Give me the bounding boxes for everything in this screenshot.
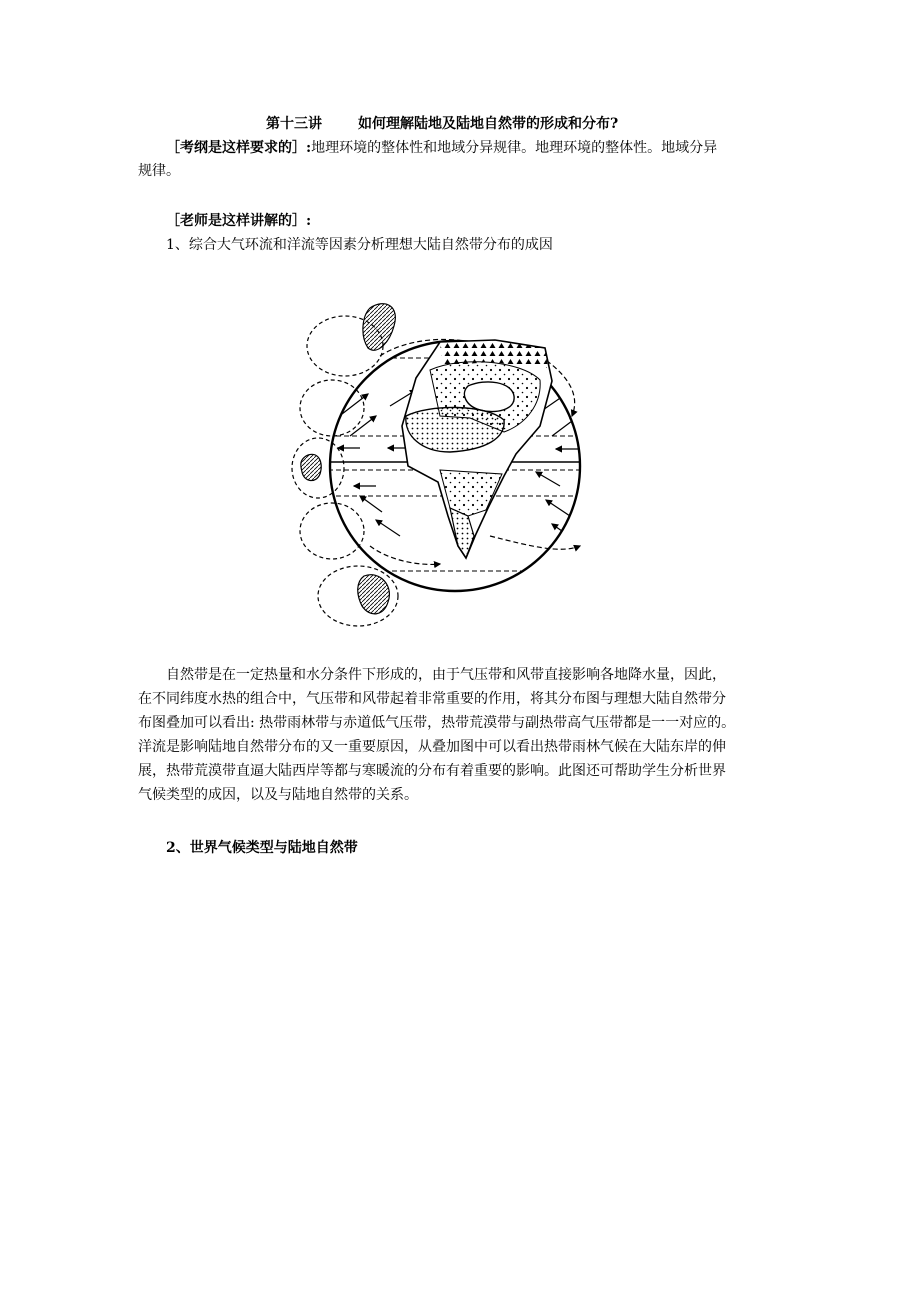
section-heading-2: 2、世界气候类型与陆地自然带 [166,840,358,856]
paragraph-1-line-1: 自然带是在一定热量和水分条件下形成的，由于气压带和风带直接影响各地降水量，因此， [166,667,726,683]
requirements-line-1 [166,137,717,159]
requirements-label: ［考纲是这样要求的］: [166,140,312,156]
page-title [266,113,618,135]
lecture-label: ［老师是这样讲解的］: [166,213,312,229]
requirements-text-1: 地理环境的整体性和地域分异规律。地理环境的整体性。地域分异 [311,140,718,156]
paragraph-1 [138,663,790,807]
lecture-title: 如何理解陆地及陆地自然带的形成和分布? [358,116,619,132]
paragraph-1-line-4: 洋流是影响陆地自然带分布的又一重要原因，从叠加图中可以看出热带雨林气候在大陆东岸的伸 [138,739,726,755]
continent [402,340,552,558]
lecture-number: 第十三讲 [266,116,322,132]
continent-diagram [290,286,630,646]
paragraph-1-line-3: 布图叠加可以看出: 热带雨林带与赤道低气压带，热带荒漠带与副热带高气压带都是一一对应的。 [138,715,736,731]
paragraph-1-line-5: 展，热带荒漠带直逼大陆西岸等都与寒暖流的分布有着重要的影响。此图还可帮助学生分析世界 [138,763,726,779]
paragraph-1-line-6: 气候类型的成因，以及与陆地自然带的关系。 [138,787,418,803]
paragraph-1-line-2: 在不同纬度水热的组合中，气压带和风带起着非常重要的作用，将其分布图与理想大陆自然带分 [138,691,726,707]
requirements-line-2: 规律。 [138,163,180,179]
highland-zone [464,382,514,412]
section-heading-1: 1、综合大气环流和洋流等因素分析理想大陆自然带分布的成因 [166,237,553,253]
